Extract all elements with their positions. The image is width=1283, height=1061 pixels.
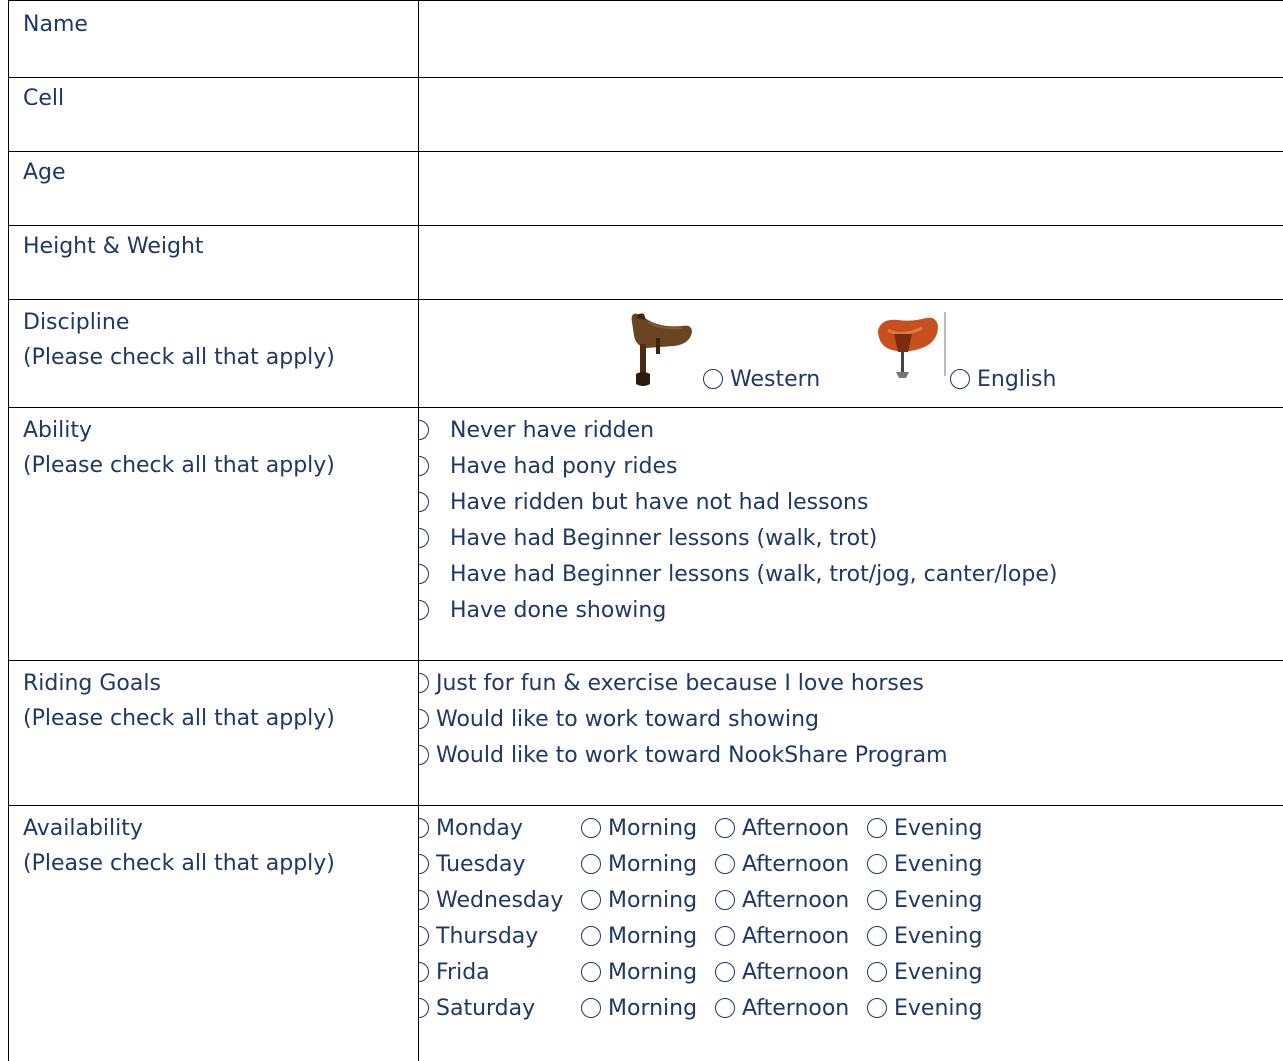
- time-label: Morning: [608, 960, 698, 985]
- time-radio[interactable]: [867, 926, 887, 946]
- discipline-option-english[interactable]: [950, 362, 1056, 398]
- goal-radio[interactable]: [419, 709, 429, 729]
- english-saddle-icon: [872, 308, 954, 392]
- time-label: Afternoon: [742, 924, 850, 949]
- ability-radio[interactable]: [419, 456, 429, 476]
- western-radio[interactable]: [703, 369, 723, 389]
- time-radio[interactable]: [715, 998, 735, 1018]
- availability-label: Availability: [23, 816, 143, 841]
- row-availability: [8, 806, 1283, 1061]
- availability-time-option[interactable]: [581, 991, 697, 1027]
- ability-radio[interactable]: [419, 420, 429, 440]
- time-label: Afternoon: [742, 960, 850, 985]
- time-radio[interactable]: [715, 926, 735, 946]
- ability-radio[interactable]: [419, 600, 429, 620]
- availability-day[interactable]: [419, 919, 538, 955]
- row-cell: [8, 78, 1283, 152]
- goal-option[interactable]: [419, 738, 948, 774]
- goal-radio[interactable]: [419, 745, 429, 765]
- day-label: Wednesday: [436, 888, 564, 913]
- time-radio[interactable]: [581, 854, 601, 874]
- time-radio[interactable]: [867, 890, 887, 910]
- time-radio[interactable]: [581, 962, 601, 982]
- day-radio[interactable]: [419, 962, 429, 982]
- day-radio[interactable]: [419, 854, 429, 874]
- goals-options: [419, 666, 1279, 776]
- ability-option[interactable]: [419, 485, 868, 521]
- ability-option-label: Never have ridden: [449, 418, 655, 443]
- row-name: [8, 0, 1283, 78]
- time-label: Morning: [608, 996, 698, 1021]
- availability-time-option[interactable]: [715, 847, 849, 883]
- ability-option[interactable]: [419, 449, 677, 485]
- availability-day[interactable]: [419, 811, 523, 847]
- goals-hint: (Please check all that apply): [23, 706, 335, 731]
- ability-option-label: Have had pony rides: [449, 454, 678, 479]
- availability-label-group: [23, 811, 335, 881]
- ability-option[interactable]: [419, 593, 666, 629]
- cell-label: Cell: [23, 86, 65, 111]
- availability-time-option[interactable]: [867, 991, 982, 1027]
- availability-time-option[interactable]: [867, 811, 982, 847]
- day-label: Thursday: [436, 924, 539, 949]
- ability-option-label: Have ridden but have not had lessons: [449, 490, 869, 515]
- goal-option[interactable]: [419, 702, 819, 738]
- availability-hint: (Please check all that apply): [23, 851, 335, 876]
- goal-option-label: Would like to work toward showing: [436, 707, 820, 732]
- time-radio[interactable]: [581, 818, 601, 838]
- availability-time-option[interactable]: [581, 955, 697, 991]
- discipline-hint: (Please check all that apply): [23, 345, 335, 370]
- rider-form: [8, 0, 1283, 1061]
- day-radio[interactable]: [419, 998, 429, 1018]
- time-radio[interactable]: [715, 818, 735, 838]
- goals-label: Riding Goals: [23, 671, 161, 696]
- availability-time-option[interactable]: [715, 883, 849, 919]
- time-label: Afternoon: [742, 996, 850, 1021]
- ability-label-group: [23, 413, 335, 483]
- time-label: Afternoon: [742, 816, 850, 841]
- time-radio[interactable]: [867, 818, 887, 838]
- availability-time-option[interactable]: [715, 991, 849, 1027]
- availability-day[interactable]: [419, 955, 490, 991]
- availability-time-option[interactable]: [581, 883, 697, 919]
- time-label: Evening: [894, 852, 983, 877]
- day-label: Saturday: [436, 996, 536, 1021]
- time-radio[interactable]: [581, 926, 601, 946]
- english-label: English: [977, 367, 1057, 392]
- day-label: Frida: [436, 960, 490, 985]
- time-label: Afternoon: [742, 852, 850, 877]
- time-radio[interactable]: [581, 890, 601, 910]
- availability-day[interactable]: [419, 883, 563, 919]
- time-label: Evening: [894, 960, 983, 985]
- day-radio[interactable]: [419, 926, 429, 946]
- name-label: Name: [23, 12, 88, 37]
- time-radio[interactable]: [867, 998, 887, 1018]
- discipline-option-western[interactable]: [703, 362, 820, 398]
- ability-radio[interactable]: [419, 564, 429, 584]
- western-label: Western: [730, 367, 821, 392]
- time-radio[interactable]: [867, 854, 887, 874]
- day-radio[interactable]: [419, 890, 429, 910]
- time-radio[interactable]: [715, 890, 735, 910]
- row-height-weight: [8, 226, 1283, 300]
- ability-option-label: Have had Beginner lessons (walk, trot): [449, 526, 878, 551]
- availability-grid: [419, 811, 1279, 1033]
- ability-option[interactable]: [419, 413, 654, 449]
- time-label: Morning: [608, 888, 698, 913]
- time-label: Morning: [608, 852, 698, 877]
- availability-time-option[interactable]: [581, 847, 697, 883]
- ability-label: Ability: [23, 418, 92, 443]
- ability-option[interactable]: [419, 557, 1057, 593]
- ability-hint: (Please check all that apply): [23, 453, 335, 478]
- day-label: Tuesday: [436, 852, 526, 877]
- western-saddle-icon: [626, 308, 698, 392]
- time-radio[interactable]: [715, 962, 735, 982]
- discipline-label: Discipline: [23, 310, 130, 335]
- availability-time-option[interactable]: [867, 955, 982, 991]
- age-label: Age: [23, 160, 66, 185]
- goal-option-label: Would like to work toward NookShare Program: [436, 743, 948, 768]
- availability-day[interactable]: [419, 847, 526, 883]
- day-label: Monday: [436, 816, 523, 841]
- availability-time-option[interactable]: [581, 811, 697, 847]
- availability-time-option[interactable]: [867, 883, 982, 919]
- availability-day[interactable]: [419, 991, 535, 1027]
- row-riding-goals: [8, 661, 1283, 806]
- time-label: Evening: [894, 888, 983, 913]
- ability-radio[interactable]: [419, 528, 429, 548]
- time-label: Afternoon: [742, 888, 850, 913]
- time-label: Morning: [608, 924, 698, 949]
- row-ability: [8, 408, 1283, 661]
- time-label: Morning: [608, 816, 698, 841]
- row-age: [8, 152, 1283, 226]
- time-label: Evening: [894, 996, 983, 1021]
- discipline-label-group: [23, 305, 335, 375]
- availability-time-option[interactable]: [581, 919, 697, 955]
- time-radio[interactable]: [867, 962, 887, 982]
- goal-radio[interactable]: [419, 673, 429, 693]
- row-discipline: [8, 300, 1283, 408]
- ability-option-label: Have had Beginner lessons (walk, trot/jog, canter/lope): [449, 562, 1058, 587]
- day-radio[interactable]: [419, 818, 429, 838]
- availability-time-option[interactable]: [867, 847, 982, 883]
- goal-option-label: Just for fun & exercise because I love horses: [436, 671, 924, 696]
- height-weight-label: Height & Weight: [23, 234, 204, 259]
- ability-radio[interactable]: [419, 492, 429, 512]
- time-label: Evening: [894, 924, 983, 949]
- time-label: Evening: [894, 816, 983, 841]
- availability-time-option[interactable]: [715, 955, 849, 991]
- ability-option[interactable]: [419, 521, 877, 557]
- availability-time-option[interactable]: [715, 919, 849, 955]
- goal-option[interactable]: [419, 666, 924, 702]
- ability-options: [419, 413, 1279, 633]
- availability-time-option[interactable]: [715, 811, 849, 847]
- ability-option-label: Have done showing: [449, 598, 667, 623]
- availability-time-option[interactable]: [867, 919, 982, 955]
- time-radio[interactable]: [581, 998, 601, 1018]
- english-radio[interactable]: [950, 369, 970, 389]
- time-radio[interactable]: [715, 854, 735, 874]
- goals-label-group: [23, 666, 335, 736]
